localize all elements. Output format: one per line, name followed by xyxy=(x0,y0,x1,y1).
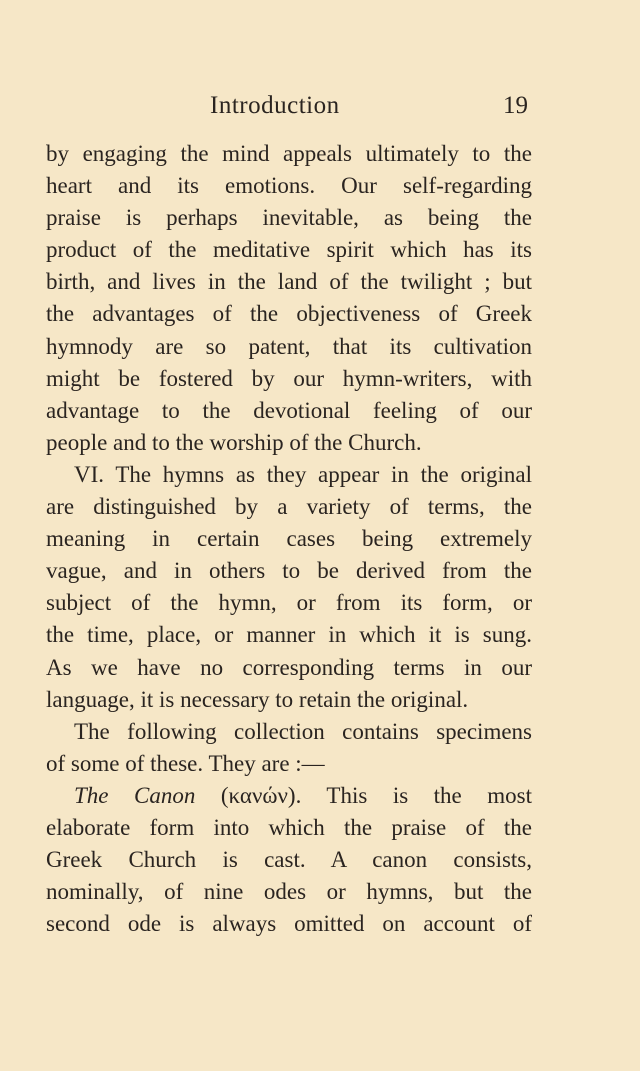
text-line: people and to the worship of the Church. xyxy=(46,429,422,455)
paragraph-start: The following collection contains specimens xyxy=(74,718,532,744)
text-line: second ode is always omitted on account of xyxy=(46,911,532,937)
text-line: As we have no corresponding terms in our xyxy=(46,654,532,680)
text-line: Greek Church is cast. A canon consists, xyxy=(46,847,532,873)
text-line: heart and its emotions. Our self-regarding xyxy=(46,173,532,199)
text-line: subject of the hymn, or from its form, or xyxy=(46,590,532,616)
text-line: nominally, of nine odes or hymns, but the xyxy=(46,879,532,905)
text-line: praise is perhaps inevitable, as being the xyxy=(46,205,532,231)
text-line: of some of these. They are :— xyxy=(46,750,325,776)
running-title: Introduction xyxy=(210,92,340,119)
section-six-start: VI. The hymns as they appear in the original xyxy=(74,461,532,487)
canon-term: The Canon xyxy=(74,782,196,808)
text-line: the time, place, or manner in which it is sung. xyxy=(46,622,532,648)
text-line: vague, and in others to be derived from the xyxy=(46,558,532,584)
canon-line xyxy=(46,780,532,812)
text-line: meaning in certain cases being extremely xyxy=(46,526,532,552)
text-line: are distinguished by a variety of terms, the xyxy=(46,494,532,520)
text-line: hymnody are so patent, that its cultivation xyxy=(46,333,532,359)
text-line: the advantages of the objectiveness of Greek xyxy=(46,301,532,327)
canon-greek: (κανών). xyxy=(220,782,302,808)
text-line: elaborate form into which the praise of the xyxy=(46,814,532,840)
body-text xyxy=(46,138,532,940)
text-line: advantage to the devotional feeling of our xyxy=(46,397,532,423)
text-line: language, it is necessary to retain the original. xyxy=(46,686,469,712)
canon-rest: This is the most xyxy=(326,782,532,808)
text-line: product of the meditative spirit which has its xyxy=(46,237,532,263)
running-header xyxy=(46,92,532,126)
text-line: birth, and lives in the land of the twilight ; but xyxy=(46,269,532,295)
text-line: by engaging the mind appeals ultimately to the xyxy=(46,141,532,166)
page-number: 19 xyxy=(503,92,528,119)
text-line: might be fostered by our hymn-writers, with xyxy=(46,365,532,391)
